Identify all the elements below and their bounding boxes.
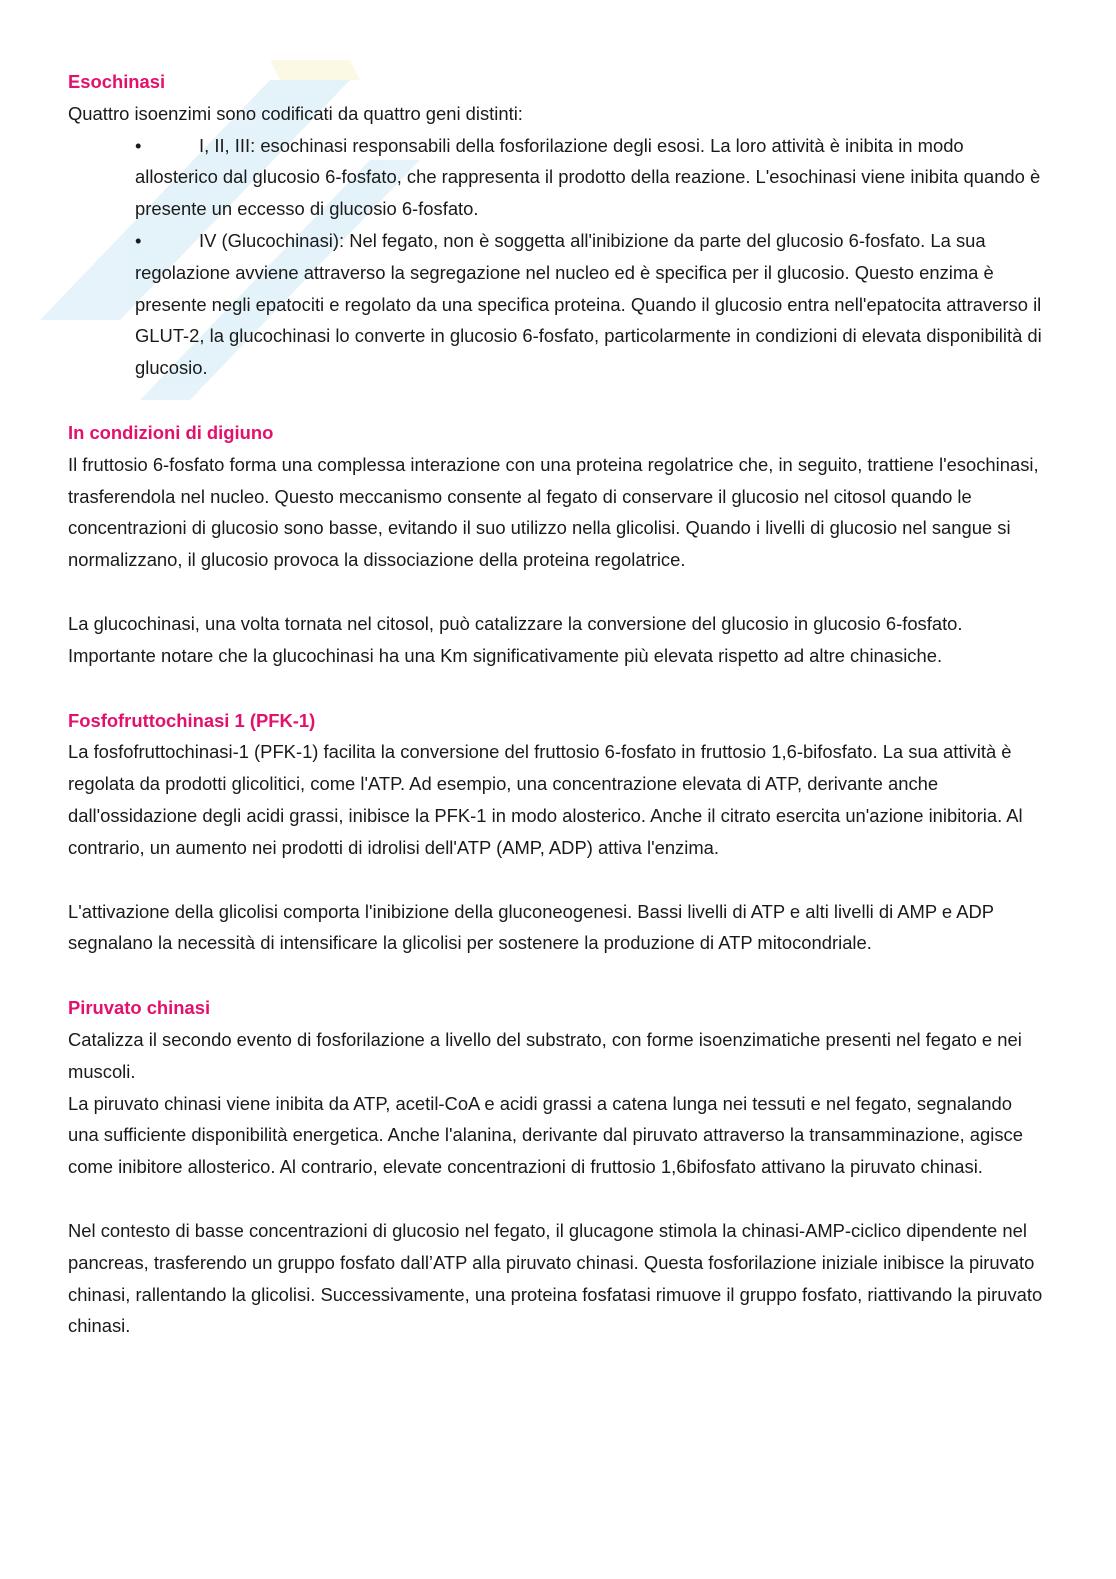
- digiuno-paragraph-1: Il fruttosio 6-fosfato forma una complessa interazione con una proteina regolatrice che, in seguito, trattiene l'esochinasi, trasferendola nel nucleo. Questo meccanismo consente al fegato di conservare il glucosio nel citosol quando le concentrazioni di glucosio sono basse, evitando il suo utilizzo nella glicolisi. Quando i livelli di glucosio nel sangue si normalizzano, il glucosio provoca la dissociazione della proteina regolatrice.: [68, 453, 1039, 571]
- heading-esochinasi: Esochinasi: [68, 71, 166, 92]
- piruvato-paragraph-2: La piruvato chinasi viene inibita da ATP, acetil-CoA e acidi grassi a catena lunga nei tessuti e nel fegato, segnalando una sufficiente disponibilità energetica. Anche l'alanina, derivante dal piruvato attraverso la transamminazione, agisce come inibitore allosterico. Al contrario, elevate concentrazioni di fruttosio 1,6bifosfato attivano la piruvato chinasi.: [68, 1092, 1023, 1178]
- piruvato-paragraph-3: Nel contesto di basse concentrazioni di glucosio nel fegato, il glucagone stimola la chinasi-AMP-ciclico dipendente nel pancreas, trasferendo un gruppo fosfato dall’ATP alla piruvato chinasi. Questa fosforilazione iniziale inibisce la piruvato chinasi, rallentando la glicolisi. Successivamente, una proteina fosfatasi rimuove il gruppo fosfato, riattivando la piruvato chinasi.: [68, 1219, 1043, 1337]
- heading-piruvato-chinasi: Piruvato chinasi: [68, 997, 211, 1019]
- heading-pfk1: Fosfofruttochinasi 1 (PFK-1): [68, 709, 316, 731]
- esochinasi-list: [135, 130, 1043, 384]
- list-item-text: IV (Glucochinasi): Nel fegato, non è soggetta all'inibizione da parte del glucosio 6-fosfato. La sua regolazione avviene attraverso la segregazione nel nucleo ed è specifica per il glucosio. Questo enzima è presente negli epatociti e regolato da una specifica proteina. Quando il glucosio entra nell'epatocita attraverso il GLUT-2, la glucochinasi lo converte in glucosio 6-fosfato, particolarmente in condizioni di elevata disponibilità di glucosio.: [135, 229, 1042, 379]
- digiuno-paragraph-2: La glucochinasi, una volta tornata nel citosol, può catalizzare la conversione del glucosio in glucosio 6-fosfato. Importante notare che la glucochinasi ha una Km significativamente più elevata rispetto ad altre chinasiche.: [68, 612, 963, 666]
- piruvato-paragraph-1: Catalizza il secondo evento di fosforilazione a livello del substrato, con forme isoenzimatiche presenti nel fegato e nei muscoli.: [68, 1028, 1022, 1082]
- esochinasi-intro: Quattro isoenzimi sono codificati da quattro geni distinti:: [68, 102, 523, 124]
- pfk-paragraph-2: L'attivazione della glicolisi comporta l'inibizione della gluconeogenesi. Bassi livelli di ATP e alti livelli di AMP e ADP segnalano la necessità di intensificare la glicolisi per sostenere la produzione di ATP mitocondriale.: [68, 900, 994, 954]
- bullet-icon: •: [135, 134, 142, 156]
- list-item: [135, 130, 1043, 225]
- document-page: [68, 66, 1043, 1342]
- list-item: [135, 225, 1043, 384]
- bullet-icon: •: [135, 229, 142, 251]
- list-item-text: I, II, III: esochinasi responsabili della fosforilazione degli esosi. La loro attività è inibita in modo allosterico dal glucosio 6-fosfato, che rappresenta il prodotto della reazione. L'esochinasi viene inibita quando è presente un eccesso di glucosio 6-fosfato.: [135, 134, 1041, 220]
- pfk-paragraph-1: La fosfofruttochinasi-1 (PFK-1) facilita la conversione del fruttosio 6-fosfato in fruttosio 1,6-bifosfato. La sua attività è regolata da prodotti glicolitici, come l'ATP. Ad esempio, una concentrazione elevata di ATP, derivante anche dall'ossidazione degli acidi grassi, inibisce la PFK-1 in modo alosterico. Anche il citrato esercita un'azione inibitoria. Al contrario, un aumento nei prodotti di idrolisi dell'ATP (AMP, ADP) attiva l'enzima.: [68, 741, 1023, 858]
- heading-digiuno: In condizioni di digiuno: [68, 421, 274, 443]
